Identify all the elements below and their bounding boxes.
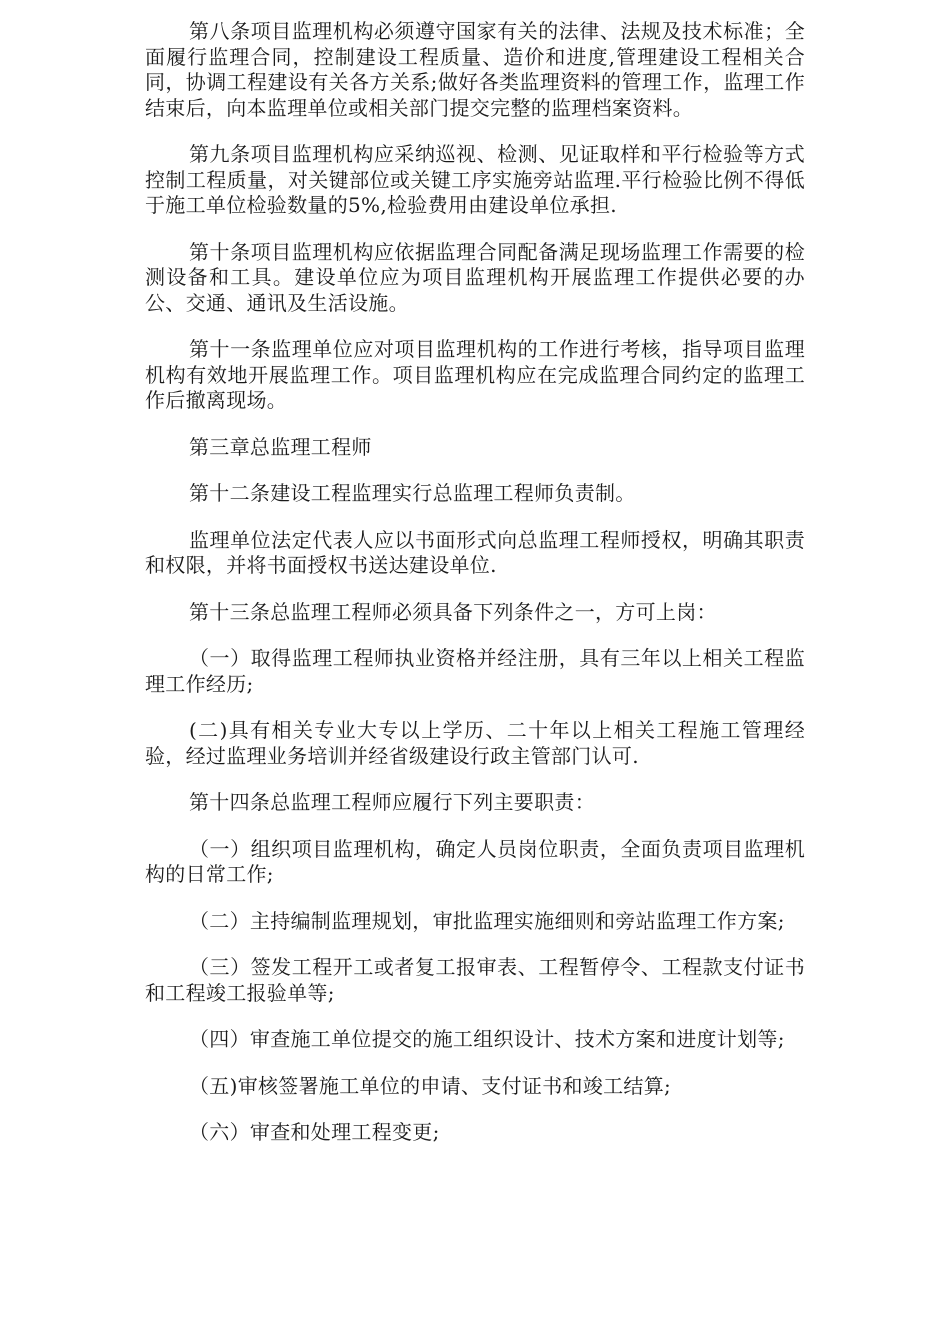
duty-item-5: （五)审核签署施工单位的申请、支付证书和竣工结算; [189, 1073, 672, 1098]
duty-item-2: （二）主持编制监理规划，审批监理实施细则和旁站监理工作方案; [189, 908, 785, 933]
duty-item-1: （一）组织项目监理机构，确定人员岗位职责，全面负责项目监理机构的日常工作; [145, 836, 805, 886]
condition-item-1: （一）取得监理工程师执业资格并经注册，具有三年以上相关工程监理工作经历; [145, 646, 805, 696]
article-11-paragraph: 第十一条监理单位应对项目监理机构的工作进行考核，指导项目监理机构有效地开展监理工作。项目监理机构应在完成监理合同约定的监理工作后撤离现场。 [145, 337, 805, 412]
duty-item-4: （四）审查施工单位提交的施工组织设计、技术方案和进度计划等; [189, 1027, 785, 1051]
document-body [145, 19, 805, 1167]
article-13-paragraph: 第十三条总监理工程师必须具备下列条件之一，方可上岗： [189, 599, 717, 624]
article-10-paragraph: 第十条项目监理机构应依据监理合同配备满足现场监理工作需要的检测设备和工具。建设单位应为项目监理机构开展监理工作提供必要的办公、交通、通讯及生活设施。 [145, 239, 805, 315]
chapter-3-heading: 第三章总监理工程师 [189, 434, 372, 459]
authorization-paragraph: 监理单位法定代表人应以书面形式向总监理工程师授权，明确其职责和权限，并将书面授权书送达建设单位. [145, 527, 805, 577]
duty-item-6: （六）审查和处理工程变更; [189, 1120, 440, 1144]
condition-item-2: (二)具有相关专业大专以上学历、二十年以上相关工程施工管理经验，经过监理业务培训并经省级建设行政主管部门认可. [145, 718, 805, 768]
article-12-paragraph: 第十二条建设工程监理实行总监理工程师负责制。 [189, 481, 636, 505]
article-14-paragraph: 第十四条总监理工程师应履行下列主要职责： [189, 790, 595, 814]
article-9-paragraph: 第九条项目监理机构应采纳巡视、检测、见证取样和平行检验等方式控制工程质量，对关键部位或关键工序实施旁站监理.平行检验比例不得低于施工单位检验数量的5%,检验费用由建设单位承担. [145, 142, 805, 217]
article-8-paragraph: 第八条项目监理机构必须遵守国家有关的法律、法规及技术标准；全面履行监理合同，控制建设工程质量、造价和进度,管理建设工程相关合同，协调工程建设有关各方关系;做好各类监理资料的管理工作，监理工作结束后，向本监理单位或相关部门提交完整的监理档案资料。 [145, 19, 805, 120]
duty-item-3: （三）签发工程开工或者复工报审表、工程暂停令、工程款支付证书和工程竣工报验单等; [145, 955, 805, 1005]
